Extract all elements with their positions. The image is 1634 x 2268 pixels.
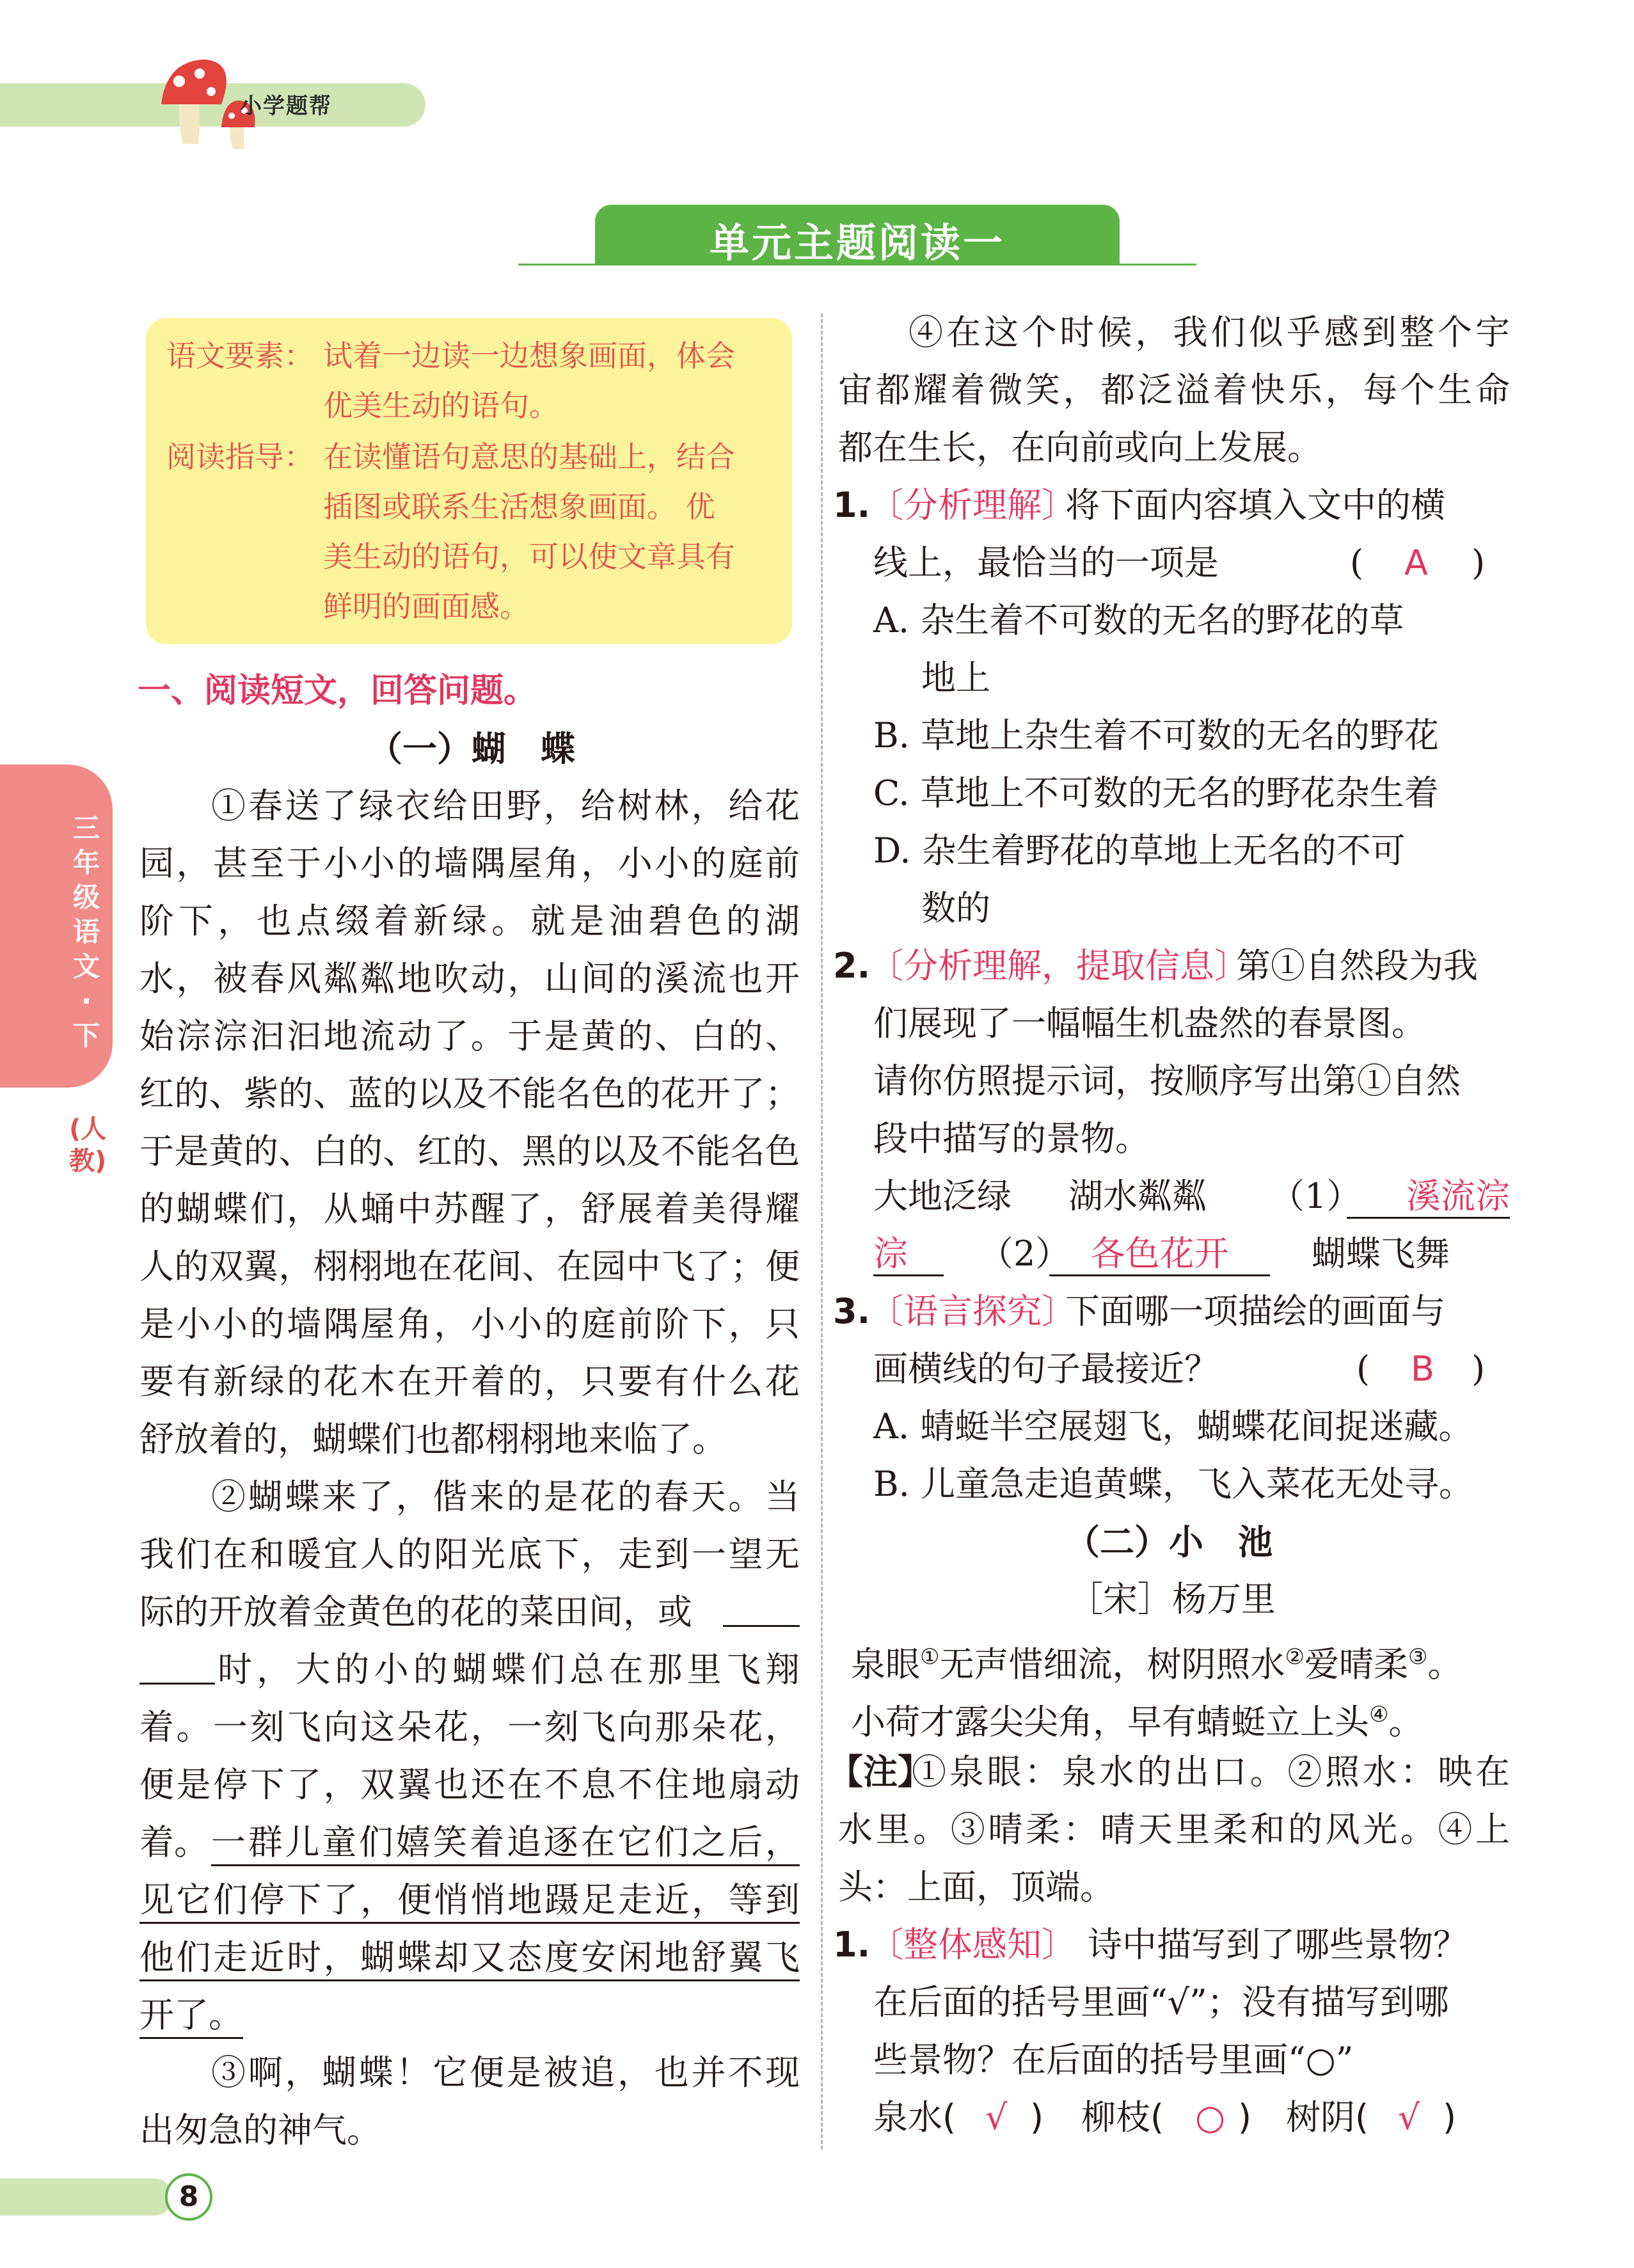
info-text: 插图或联系生活想象画面。 优 xyxy=(323,489,715,524)
passage-line: ④在这个时候，我们似乎感到整个宇 xyxy=(908,312,1510,353)
passage-line: ③啊，蝴蝶！它便是被追，也并不现 xyxy=(211,2052,800,2093)
passage-line: 要有新绿的花木在开着的，只要有什么花 xyxy=(139,1361,800,1402)
item-label: 泉水( xyxy=(873,2097,956,2137)
answer-blank xyxy=(723,1625,800,1627)
answer-blank xyxy=(139,1683,215,1685)
prompt-word: 大地泛绿 xyxy=(873,1176,1011,1216)
option-b: B. 草地上杂生着不可数的无名的野花 xyxy=(873,715,1440,756)
passage-line: 阶下，也点缀着新绿。就是油碧色的湖 xyxy=(139,901,800,941)
answer-text: 各色花开 xyxy=(1049,1233,1270,1276)
page-number: 8 xyxy=(165,2173,212,2221)
prompt-word: 蝴蝶飞舞 xyxy=(1312,1233,1450,1274)
bracket-open: ( xyxy=(1356,1349,1370,1389)
question-text: 诗中描写到了哪些景物？ xyxy=(1088,1924,1468,1965)
answer-text: √ xyxy=(985,2097,1008,2137)
info-label-elements: 语文要素： xyxy=(166,338,313,373)
question-text: 线上，最恰当的一项是 xyxy=(873,543,1219,583)
passage-line: 于是黄的、白的、红的、黑的以及不能名色 xyxy=(139,1131,800,1171)
brand-name: 小学题帮 xyxy=(240,93,332,119)
passage-line: 出匆急的神气。 xyxy=(139,2110,381,2150)
option-b: B. 儿童急走追黄蝶，飞入菜花无处寻。 xyxy=(873,1464,1474,1504)
option-a: A. 蜻蜓半空展翅飞，蝴蝶花间捉迷藏。 xyxy=(873,1406,1473,1447)
note-text: ①泉眼：泉水的出口。②照水：映在 xyxy=(912,1752,1510,1792)
info-text: 优美生动的语句。 xyxy=(323,388,559,423)
poem-line: 小荷才露尖尖角，早有蜻蜓立上头④。 xyxy=(851,1702,1424,1742)
bracket-close: ) xyxy=(1443,2097,1457,2137)
info-text: 试着一边读一边想象画面，体会 xyxy=(323,338,735,373)
question-text: 第①自然段为我 xyxy=(1236,946,1478,986)
passage-title: （一）蝴 蝶 xyxy=(368,728,575,769)
passage-line: 始淙淙汩汩地流动了。于是黄的、白的、 xyxy=(139,1016,800,1056)
passage-line: 际的开放着金黄色的花的菜田间，或 xyxy=(139,1592,692,1632)
footer-band xyxy=(0,2178,173,2216)
question-tag: 〔分析理解，提取信息〕 xyxy=(869,946,1249,986)
question-text: 下面哪一项描绘的画面与 xyxy=(1065,1291,1445,1331)
answer-text: A xyxy=(1404,543,1428,583)
bracket-close: ) xyxy=(1238,2097,1252,2137)
question-text: 请你仿照提示词，按顺序写出第①自然 xyxy=(873,1061,1461,1101)
passage-line: ②蝴蝶来了，偕来的是花的春天。当 xyxy=(211,1477,800,1517)
option-a: A. 杂生着不可数的无名的野花的草 xyxy=(873,600,1404,640)
passage-line: 都在生长，在向前或向上发展。 xyxy=(838,427,1322,468)
passage-line: 舒放着的，蝴蝶们也都栩栩地来临了。 xyxy=(139,1419,727,1459)
option-a-cont: 地上 xyxy=(921,658,990,698)
underlined-sentence: 他们走近时，蝴蝶却又态度安闲地舒翼飞 xyxy=(139,1937,800,1981)
info-text: 美生动的语句，可以使文章具有 xyxy=(323,539,735,574)
item-label: 树阴( xyxy=(1286,2097,1369,2137)
option-d-cont: 数的 xyxy=(921,888,990,928)
passage-line: 红的、紫的、蓝的以及不能名色的花开了； xyxy=(139,1074,800,1114)
info-text: 在读懂语句意思的基础上，结合 xyxy=(323,440,735,474)
question-text: 些景物？在后面的括号里画“○” xyxy=(873,2040,1354,2080)
bracket-close: ) xyxy=(1030,2097,1044,2137)
passage-line: 水，被春风粼粼地吹动，山间的溪流也开 xyxy=(139,958,800,999)
info-text: 鲜明的画面感。 xyxy=(323,589,529,624)
prompt-word: 湖水粼粼 xyxy=(1068,1176,1207,1216)
blank-number: （2） xyxy=(979,1233,1070,1274)
passage-line: 时，大的小的蝴蝶们总在那里飞翔 xyxy=(218,1649,800,1690)
passage-line: 的蝴蝶们，从蛹中苏醒了，舒展着美得耀 xyxy=(139,1189,800,1229)
blank-number: （1） xyxy=(1270,1176,1361,1216)
option-d: D. 杂生着野花的草地上无名的不可 xyxy=(873,830,1406,871)
question-tag: 〔分析理解〕 xyxy=(869,485,1076,525)
answer-text: 淙 xyxy=(873,1233,944,1276)
passage-line: 人的双翼，栩栩地在花间、在园中飞了；便 xyxy=(139,1246,800,1287)
side-tab-edition: (人教) xyxy=(69,1114,107,1176)
answer-text: 溪流淙 xyxy=(1347,1176,1510,1219)
question-number: 3. xyxy=(833,1291,871,1331)
question-text: 们展现了一幅幅生机盎然的春景图。 xyxy=(873,1003,1426,1043)
bracket-close: ) xyxy=(1471,543,1486,583)
bracket-close: ) xyxy=(1471,1349,1486,1389)
question-number: 1. xyxy=(833,485,871,525)
poem-line: 泉眼①无声惜细流，树阴照水②爱晴柔③。 xyxy=(851,1644,1463,1685)
info-label-guide: 阅读指导： xyxy=(166,440,313,474)
question-text: 在后面的括号里画“√”；没有描写到哪 xyxy=(873,1982,1449,2022)
passage-line: 便是停下了，双翼也还在不息不住地扇动 xyxy=(139,1764,800,1805)
side-tab-grade: 三年级语文·下 xyxy=(72,813,100,1051)
answer-text: ○ xyxy=(1195,2097,1226,2137)
item-label: 柳枝( xyxy=(1081,2097,1164,2137)
question-text: 将下面内容填入文中的横 xyxy=(1065,485,1445,525)
note-text: 水里。③晴柔：晴天里柔和的风光。④上 xyxy=(838,1809,1510,1850)
question-text: 段中描写的景物。 xyxy=(873,1118,1150,1159)
section-heading: 一、阅读短文，回答问题。 xyxy=(138,672,537,710)
underlined-sentence: 见它们停下了，便悄悄地蹑足走近，等到 xyxy=(139,1880,800,1924)
answer-text: √ xyxy=(1398,2097,1420,2137)
question-tag: 〔整体感知〕 xyxy=(869,1924,1076,1965)
passage-line: 园，甚至于小小的墙隅屋角，小小的庭前 xyxy=(139,843,800,884)
passage-line: 着。一刻飞向这朵花，一刻飞向那朵花， xyxy=(139,1707,800,1747)
poem-author: ［宋］杨万里 xyxy=(1068,1579,1276,1619)
poem-title: （二）小 池 xyxy=(1065,1521,1273,1562)
underlined-sentence: 一群儿童们嬉笑着追逐在它们之后， xyxy=(211,1822,800,1866)
passage-line: 我们在和暖宜人的阳光底下，走到一望无 xyxy=(139,1534,800,1574)
note-label: 【注】 xyxy=(829,1752,932,1792)
column-divider xyxy=(821,313,823,2150)
option-c: C. 草地上不可数的无名的野花杂生着 xyxy=(873,773,1439,813)
question-number: 2. xyxy=(833,946,871,986)
passage-line: 宙都耀着微笑，都泛溢着快乐，每个生命 xyxy=(838,370,1510,410)
note-text: 头：上面，顶端。 xyxy=(838,1867,1114,1907)
bracket-open: ( xyxy=(1350,543,1364,583)
question-number: 1. xyxy=(833,1924,871,1965)
question-tag: 〔语言探究〕 xyxy=(869,1291,1076,1331)
answer-text: B xyxy=(1411,1349,1435,1389)
passage-line: ①春送了绿衣给田野，给树林，给花 xyxy=(211,786,800,826)
underlined-sentence: 开了。 xyxy=(139,1995,243,2039)
passage-line: 着。 xyxy=(139,1822,209,1862)
page-title: 单元主题阅读一 xyxy=(709,219,1005,266)
passage-line: 是小小的墙隅屋角，小小的庭前阶下，只 xyxy=(139,1304,800,1344)
question-text: 画横线的句子最接近？ xyxy=(873,1349,1219,1389)
